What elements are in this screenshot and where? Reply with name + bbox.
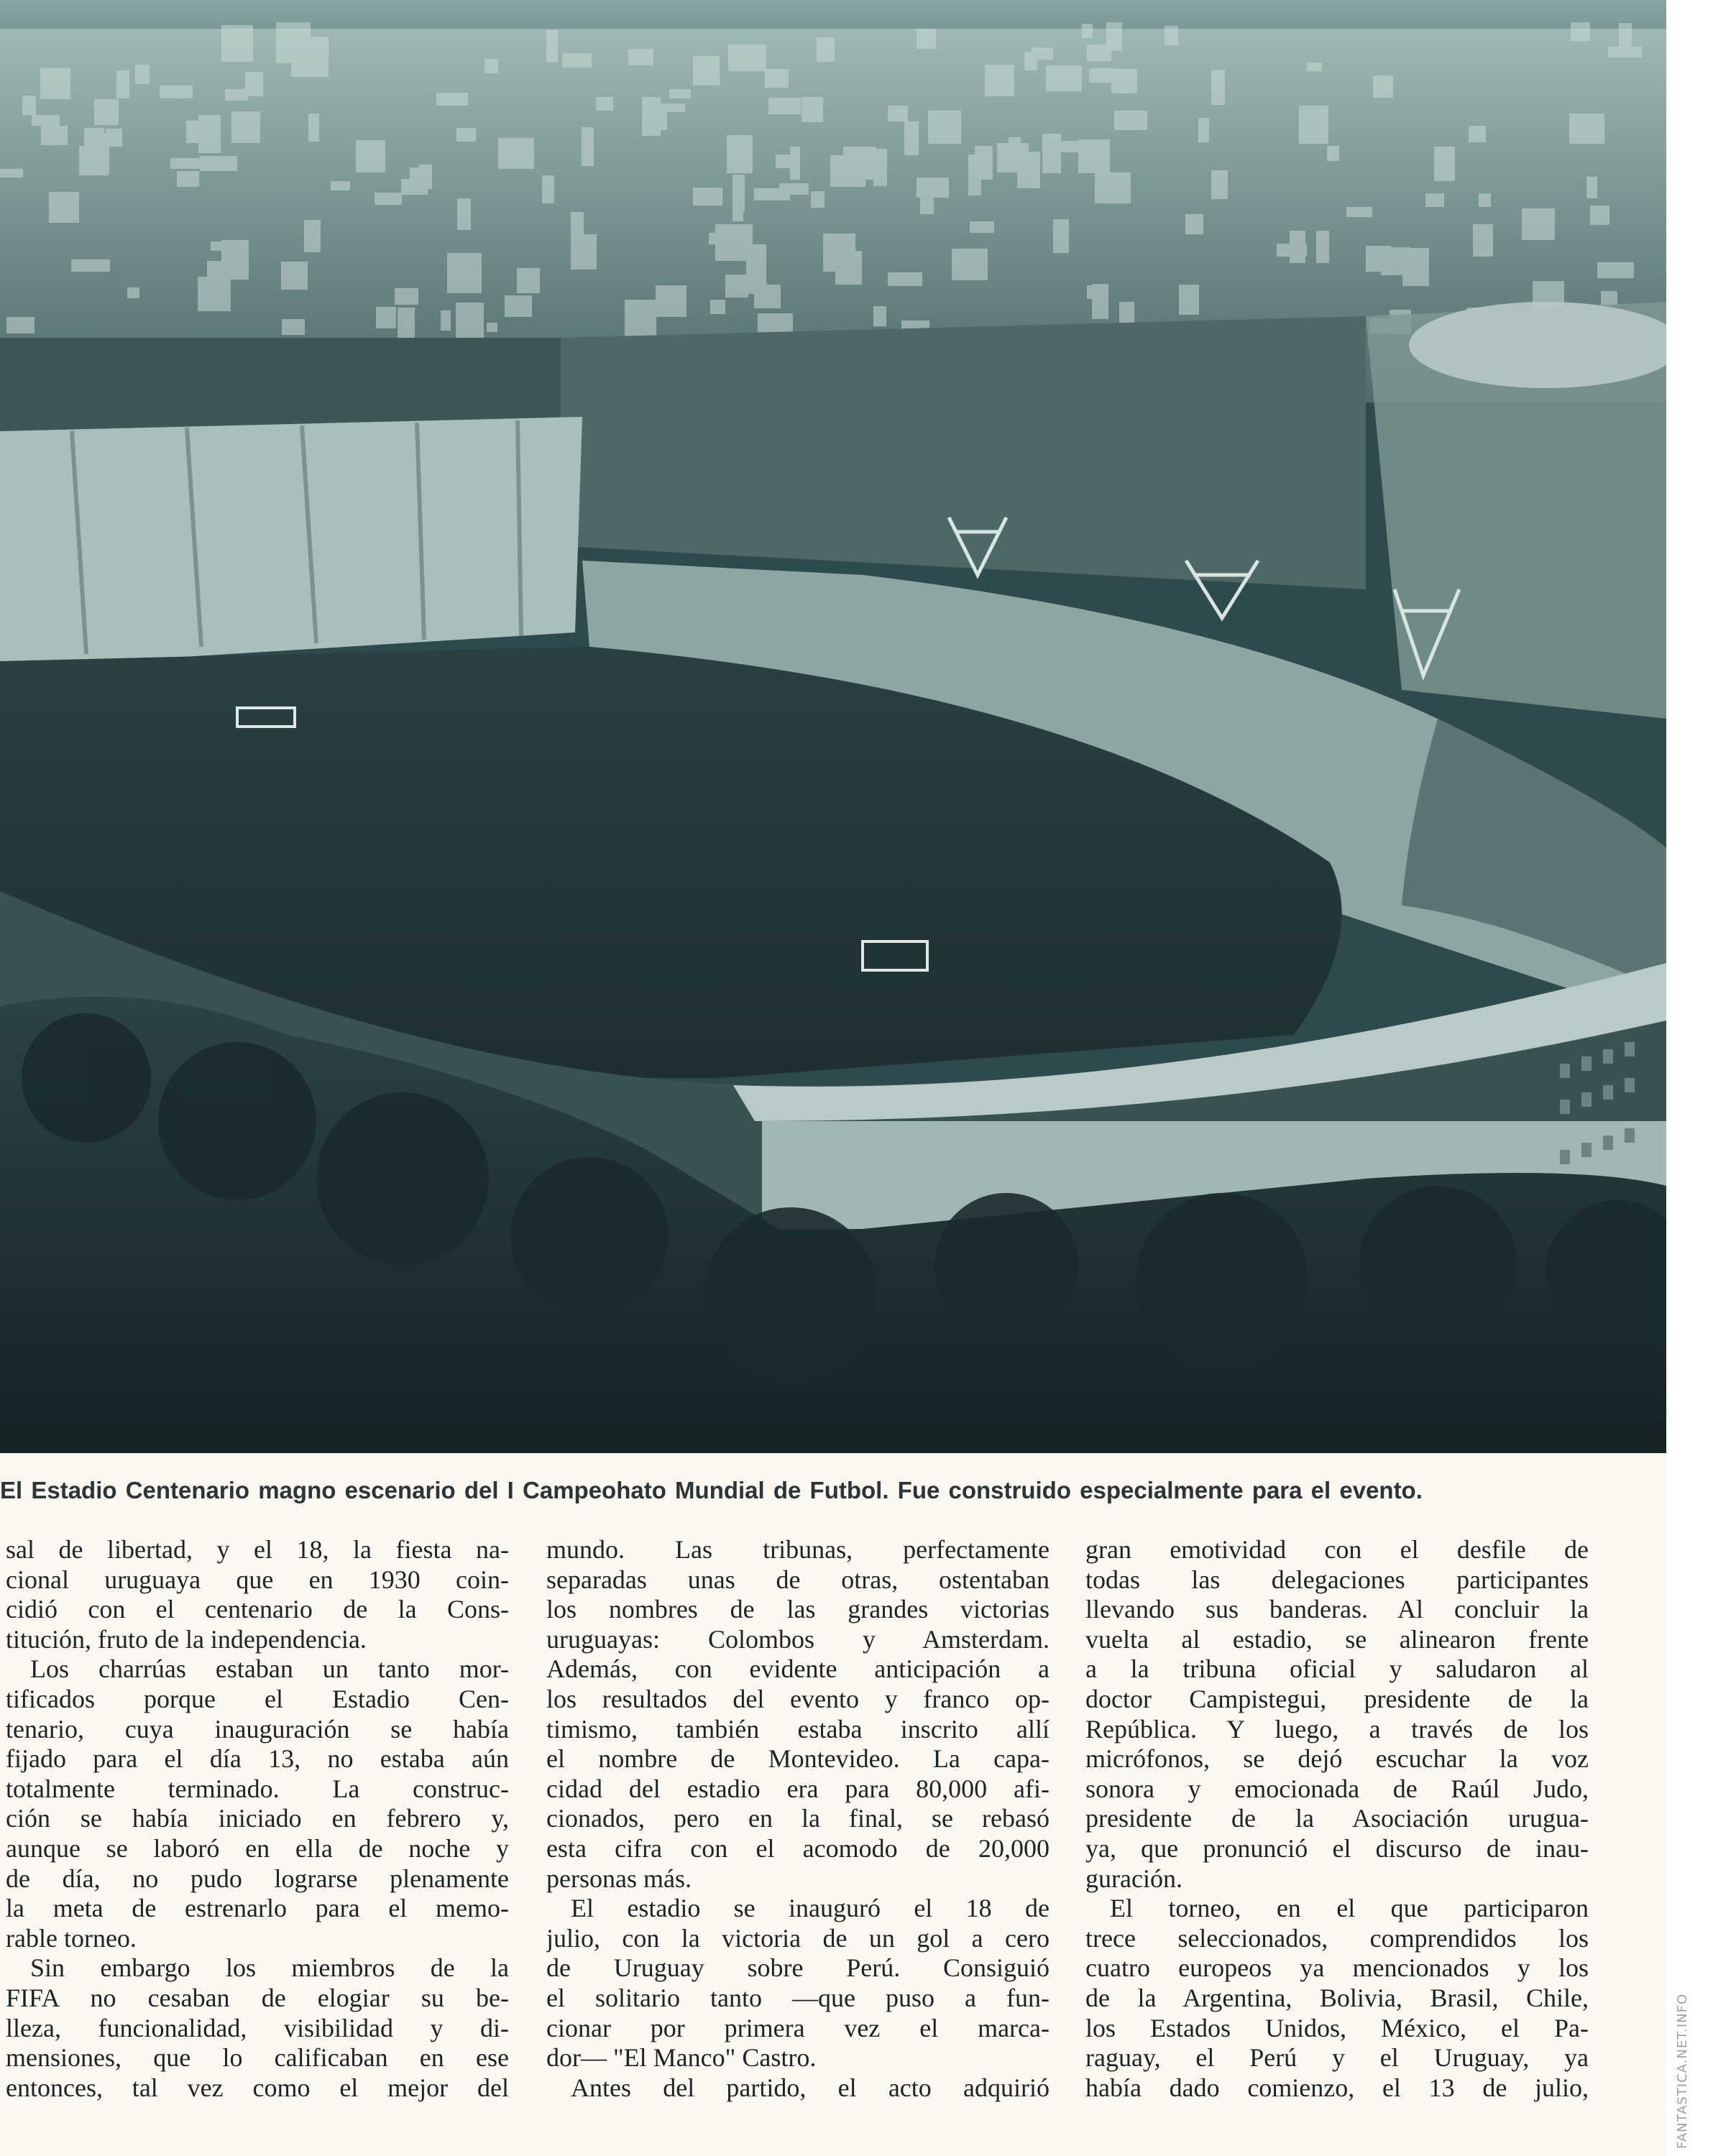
article-line: separadas unas de otras, ostentaban <box>546 1565 1050 1594</box>
city-building <box>447 253 482 293</box>
city-building <box>304 220 321 252</box>
city-building <box>562 53 592 68</box>
city-building <box>1042 134 1061 173</box>
city-building <box>276 22 311 63</box>
city-building <box>732 188 743 221</box>
article-line: ya, que pronunció el discurso de inau- <box>1085 1833 1589 1863</box>
city-building <box>1106 22 1122 51</box>
city-building <box>0 169 23 178</box>
city-building <box>1046 65 1082 91</box>
city-building <box>356 140 385 172</box>
city-building <box>135 65 150 84</box>
city-building <box>888 272 922 286</box>
city-building <box>728 45 766 71</box>
city-building <box>1522 208 1555 240</box>
city-building <box>1198 118 1209 142</box>
city-building <box>200 156 237 171</box>
city-building <box>198 277 231 311</box>
city-building <box>917 29 936 49</box>
city-building <box>1608 47 1642 57</box>
city-building <box>308 114 319 142</box>
article-line: Antes del partido, el acto adquirió <box>571 2073 1050 2102</box>
city-building <box>1114 111 1147 130</box>
city-building <box>709 233 741 244</box>
article-line: a la tribuna oficial y saludaron al <box>1085 1654 1589 1684</box>
photo-caption: El Estadio Centenario magno escenario del I Campeohato Mundial de Futbol. Fue construido especialmente para el evento. <box>0 1477 1423 1503</box>
article-line: Los charrúas estaban un tanto mor- <box>30 1654 509 1684</box>
article-line: de día, no pudo lograrse plenamente <box>6 1864 509 1893</box>
city-building <box>968 155 981 195</box>
city-building <box>802 97 823 122</box>
article-line: personas más. <box>546 1864 692 1893</box>
city-building <box>331 181 350 190</box>
article-line: los nombres de las grandes victorias <box>546 1595 1050 1624</box>
city-building <box>22 96 36 115</box>
watermark-text: FANTASTICA.NET.INFO <box>1675 1993 1690 2149</box>
article-line: esta cifra con el acomodo de 20,000 <box>546 1833 1050 1863</box>
article-line: sal de libertad, y el 18, la fiesta na- <box>6 1535 509 1564</box>
city-building <box>1373 75 1393 98</box>
city-building <box>225 89 248 101</box>
article-line: lleza, funcionalidad, visibilidad y di- <box>6 2013 509 2042</box>
city-building <box>710 300 725 314</box>
city-building <box>282 319 305 335</box>
city-building <box>1185 214 1203 234</box>
city-building <box>517 268 540 293</box>
city-building <box>127 287 139 298</box>
city-building <box>1082 24 1093 38</box>
page-margin <box>1666 0 1713 2156</box>
city-building <box>94 99 119 125</box>
city-building <box>1346 207 1372 217</box>
city-building <box>245 72 263 96</box>
city-building <box>456 303 484 343</box>
article-line: totalmente terminado. La construc- <box>6 1774 509 1803</box>
city-building <box>546 30 558 63</box>
city-building <box>765 69 789 88</box>
city-building <box>917 178 949 198</box>
city-building <box>1009 137 1021 150</box>
city-building <box>658 103 685 112</box>
city-building <box>1087 285 1103 299</box>
city-building <box>41 126 68 145</box>
city-building <box>505 295 532 317</box>
article-column-2 <box>546 1535 1050 2156</box>
article-line: titución, fruto de la independencia. <box>6 1624 367 1654</box>
article-line: cionados, pero en la final, se rebasó <box>546 1804 1050 1833</box>
city-building <box>542 175 554 203</box>
article-line: los Estados Unidos, México, el Pa- <box>1085 2013 1589 2042</box>
article-line: la meta de estrenarlo para el memo- <box>6 1894 509 1923</box>
article-line: llevando sus banderas. Al concluir la <box>1085 1595 1589 1624</box>
city-building <box>1089 68 1119 83</box>
city-building <box>904 121 919 155</box>
city-building <box>1017 152 1040 188</box>
city-building <box>1316 231 1329 263</box>
article-line: tenario, cuya inauguración se había <box>6 1714 509 1743</box>
city-building <box>1586 177 1597 198</box>
city-building <box>628 49 653 65</box>
city-building <box>1597 262 1634 278</box>
city-building <box>1078 139 1110 173</box>
article-column-3 <box>1085 1535 1589 2156</box>
article-line: Además, con evidente anticipación a <box>546 1654 1050 1684</box>
city-building <box>669 89 691 98</box>
city-building <box>116 70 129 98</box>
article-line: julio, con la victoria de un gol a cero <box>546 1923 1050 1953</box>
city-building <box>1601 291 1617 305</box>
article-line: fijado para el día 13, no estaba aún <box>6 1744 509 1774</box>
city-building <box>835 251 862 285</box>
city-building <box>582 127 594 166</box>
city-building <box>160 86 193 98</box>
city-building <box>1211 70 1225 105</box>
city-building <box>484 59 498 73</box>
city-building <box>1165 26 1178 45</box>
city-building <box>985 65 1014 96</box>
city-building <box>1479 193 1491 207</box>
city-building <box>40 68 70 99</box>
city-building <box>817 37 835 62</box>
city-building <box>1473 224 1493 257</box>
city-building <box>436 93 468 106</box>
city-building <box>727 135 753 173</box>
article-line: cidad del estadio era para 80,000 afi- <box>546 1774 1050 1803</box>
city-building <box>170 158 202 169</box>
city-building <box>198 115 221 153</box>
city-building <box>970 221 994 233</box>
city-building <box>410 167 422 180</box>
city-building <box>693 188 722 206</box>
article-line: Sin embargo los miembros de la <box>30 1953 509 1983</box>
city-building <box>6 317 35 333</box>
article-line: los resultados del evento y franco op- <box>546 1684 1050 1713</box>
city-building <box>84 128 104 168</box>
city-building <box>71 259 110 272</box>
article-line: El estadio se inauguró el 18 de <box>571 1894 1050 1923</box>
city-building <box>395 288 418 305</box>
article-line: rable torneo. <box>6 1923 137 1953</box>
article-line: había dado comienzo, el 13 de julio, <box>1085 2073 1589 2102</box>
city-building <box>231 111 260 143</box>
city-building <box>49 192 79 223</box>
city-building <box>177 171 199 187</box>
city-building <box>487 323 497 332</box>
city-building <box>1307 63 1322 71</box>
city-building <box>571 234 597 270</box>
city-building <box>1381 247 1410 275</box>
city-building <box>1024 52 1037 70</box>
article-line: sonora y emocionada de Raúl Judo, <box>1085 1774 1589 1803</box>
article-line: cionar por primera vez el marca- <box>546 2013 1050 2042</box>
article-column-1 <box>6 1535 509 2156</box>
city-building <box>1047 141 1082 152</box>
city-building <box>1179 285 1199 315</box>
city-building <box>1434 147 1455 181</box>
article-line: de Uruguay sobre Perú. Consiguió <box>546 1953 1050 1983</box>
article-line: cuatro europeos ya mencionados y los <box>1085 1953 1589 1983</box>
city-building <box>398 308 415 340</box>
city-building <box>1095 172 1131 203</box>
city-building <box>779 183 809 195</box>
city-building <box>596 97 613 111</box>
article-line: guración. <box>1085 1864 1182 1893</box>
article-line: cional uruguaya que en 1930 coin- <box>6 1565 509 1594</box>
city-building <box>376 307 396 328</box>
city-building <box>32 115 60 126</box>
article-line: cidió con el centenario de la Cons- <box>6 1595 509 1624</box>
article-line: El torneo, en el que participaron <box>1110 1894 1589 1923</box>
article-line: ción se había iniciado en febrero y, <box>6 1804 509 1833</box>
article-line: presidente de la Asociación urugua- <box>1085 1804 1589 1833</box>
city-building <box>776 155 796 168</box>
city-building <box>656 285 686 317</box>
city-building <box>768 98 801 114</box>
city-building <box>1211 170 1228 199</box>
city-building <box>888 106 908 121</box>
article-line: de la Argentina, Bolivia, Brasil, Chile, <box>1085 1983 1589 2012</box>
city-building <box>1469 126 1486 142</box>
city-building <box>873 306 886 326</box>
city-building <box>186 121 199 143</box>
article-line: doctor Campistegui, presidente de la <box>1085 1684 1589 1713</box>
city-building <box>843 147 876 180</box>
city-building <box>1425 193 1444 207</box>
city-building <box>498 138 534 169</box>
city-building <box>693 56 720 86</box>
article-line: trece seleccionados, comprendidos los <box>1085 1923 1589 1953</box>
city-building <box>1299 106 1328 144</box>
city-building <box>1277 244 1307 257</box>
article-line: raguay, el Perú y el Uruguay, ya <box>1085 2043 1589 2073</box>
city-building <box>952 249 988 280</box>
city-building <box>1590 206 1609 225</box>
article-line: el nombre de Montevideo. La capa- <box>546 1744 1050 1774</box>
article-line: gran emotividad con el desfile de <box>1085 1535 1589 1564</box>
article-line: el solitario tanto —que puso a fun- <box>546 1983 1050 2012</box>
article-line: entonces, tal vez como el mejor del <box>6 2073 509 2102</box>
city-building <box>221 240 249 280</box>
article-line: aunque se laboró en ella de noche y <box>6 1833 509 1863</box>
city-building <box>928 111 961 144</box>
city-building <box>642 97 661 136</box>
city-building <box>811 191 825 208</box>
city-building <box>744 282 767 294</box>
city-building <box>571 212 584 235</box>
article-line: todas las delegaciones participantes <box>1085 1565 1589 1594</box>
article-line: mundo. Las tribunas, perfectamente <box>546 1535 1050 1564</box>
article-line: timismo, también estaba inscrito allí <box>546 1714 1050 1743</box>
article-line: mensiones, que lo calificaban en ese <box>6 2043 509 2073</box>
city-building <box>441 310 451 331</box>
article-line: uruguayas: Colombos y Amsterdam. <box>546 1624 1050 1654</box>
city-building <box>375 193 402 205</box>
city-building <box>281 262 308 290</box>
city-building <box>1327 146 1339 161</box>
city-building <box>457 198 471 230</box>
article-line: República. Y luego, a través de los <box>1085 1714 1589 1743</box>
article-line: vuelta al estadio, se alinearon frente <box>1085 1624 1589 1654</box>
city-building <box>221 25 253 62</box>
city-building <box>1053 219 1069 253</box>
city-building <box>1569 114 1604 144</box>
article-line: micrófonos, se dejó escuchar la voz <box>1085 1744 1589 1774</box>
article-line: tificados porque el Estadio Cen- <box>6 1684 509 1713</box>
article-line: dor— "El Manco" Castro. <box>546 2043 817 2073</box>
city-building <box>456 128 476 142</box>
city-building <box>1571 22 1590 41</box>
article-line: FIFA no cesaban de elogiar su be- <box>6 1983 509 2012</box>
city-building <box>625 300 656 338</box>
